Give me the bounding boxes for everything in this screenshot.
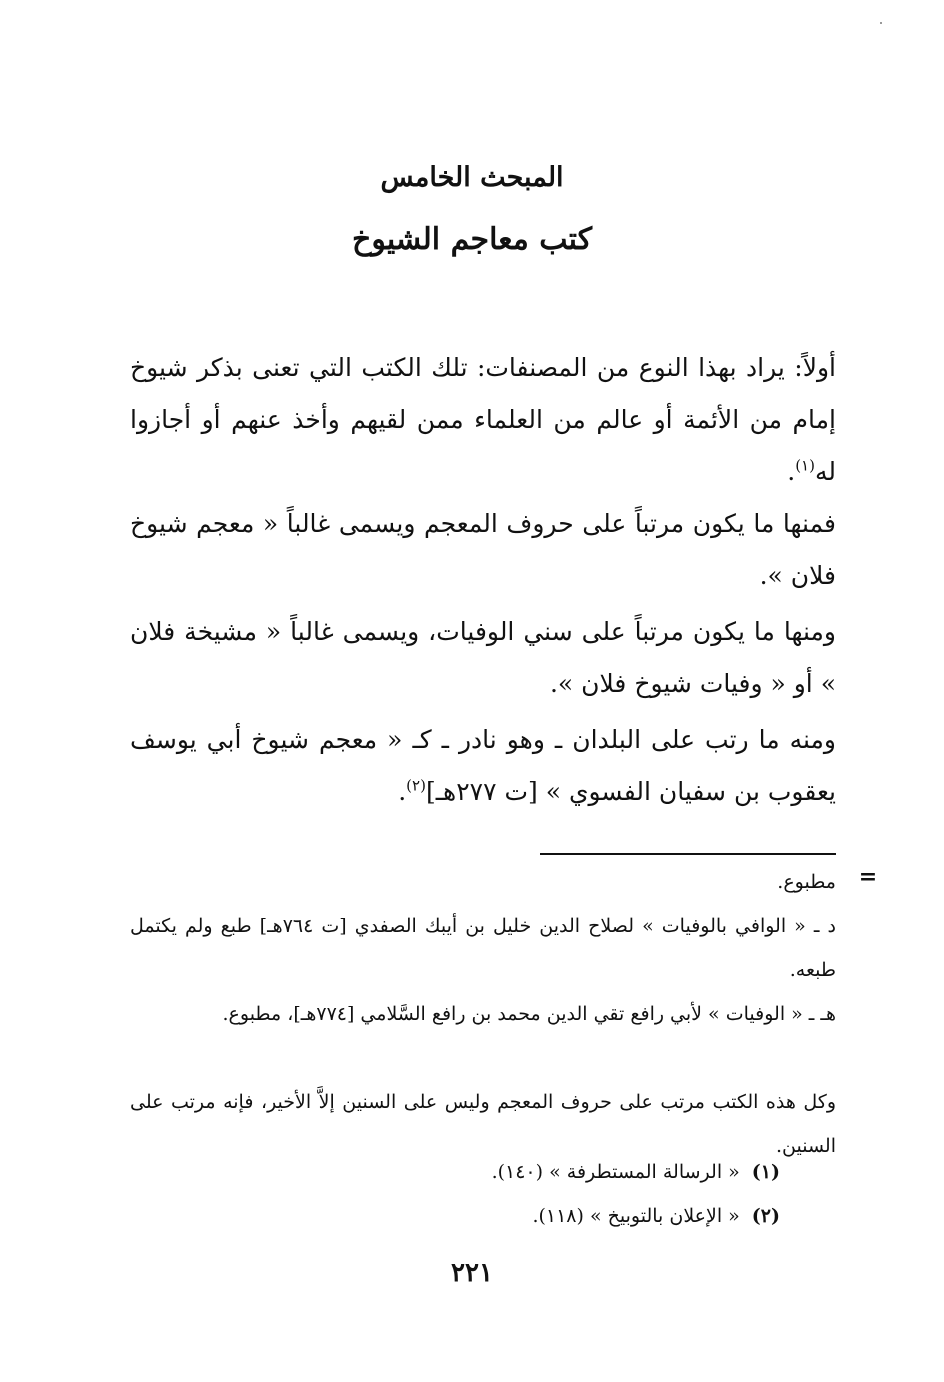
paragraph-countries: [130, 714, 836, 818]
footnote-2: [300, 1194, 780, 1238]
scan-speck: [880, 22, 882, 24]
footnote-continuation: مطبوع.: [777, 871, 836, 893]
paragraph-definition: [130, 342, 836, 498]
footnote-summary: وكل هذه الكتب مرتب على حروف المعجم وليس على السنين إلاَّ الأخير، فإنه مرتب على السنين.: [130, 1091, 836, 1157]
footnote-divider: [540, 853, 836, 855]
paragraph-death-years: ومنها ما يكون مرتباً على سني الوفيات، ويسمى غالباً « مشيخة فلان » أو « وفيات شيوخ فلان ».: [130, 617, 836, 698]
chapter-title: كتب معاجم الشيوخ: [351, 222, 593, 257]
section-heading: المبحث الخامس: [380, 162, 564, 193]
footnote-ref-2: (٢): [406, 776, 426, 795]
paragraph-countries-text: ومنه ما رتب على البلدان ـ وهو نادر ـ كـ « معجم شيوخ أبي يوسف يعقوب بن سفيان الفسوي » [ت ٢٧٧هـ]: [130, 725, 836, 806]
footnote-2-text: « الإعلان بالتوبيخ » (١١٨).: [532, 1205, 740, 1227]
paragraph-definition-end: .: [787, 457, 796, 486]
paragraph-alphabetical: فمنها ما يكون مرتباً على حروف المعجم ويسمى غالباً « معجم شيوخ فلان ».: [130, 509, 836, 590]
footnote-2-number: (٢): [751, 1205, 780, 1227]
footnote-item-h: هـ ـ « الوفيات » لأبي رافع تقي الدين محمد بن رافع السَّلامي [٧٧٤هـ]، مطبوع.: [222, 1003, 836, 1025]
footnote-1: [300, 1150, 780, 1194]
footnote-1-text: « الرسالة المستطرفة » (١٤٠).: [491, 1161, 740, 1183]
footnote-item-d: د ـ « الوافي بالوفيات » لصلاح الدين خليل بن أيبك الصفدي [ت ٧٦٤هـ] طبع ولم يكتمل طبعه.: [130, 915, 836, 981]
footnote-ref-1: (١): [795, 456, 815, 475]
paragraph-definition-text: أولاً: يراد بهذا النوع من المصنفات: تلك الكتب التي تعنى بذكر شيوخ إمام من الأئمة أو عالم من العلماء ممن لقيهم وأخذ عنهم أو أجازوا له: [130, 353, 836, 486]
paragraph-countries-end: .: [398, 777, 407, 806]
page-number: ٢٢١: [451, 1258, 493, 1288]
continuation-mark: =: [858, 864, 878, 890]
footnote-1-number: (١): [751, 1161, 780, 1183]
